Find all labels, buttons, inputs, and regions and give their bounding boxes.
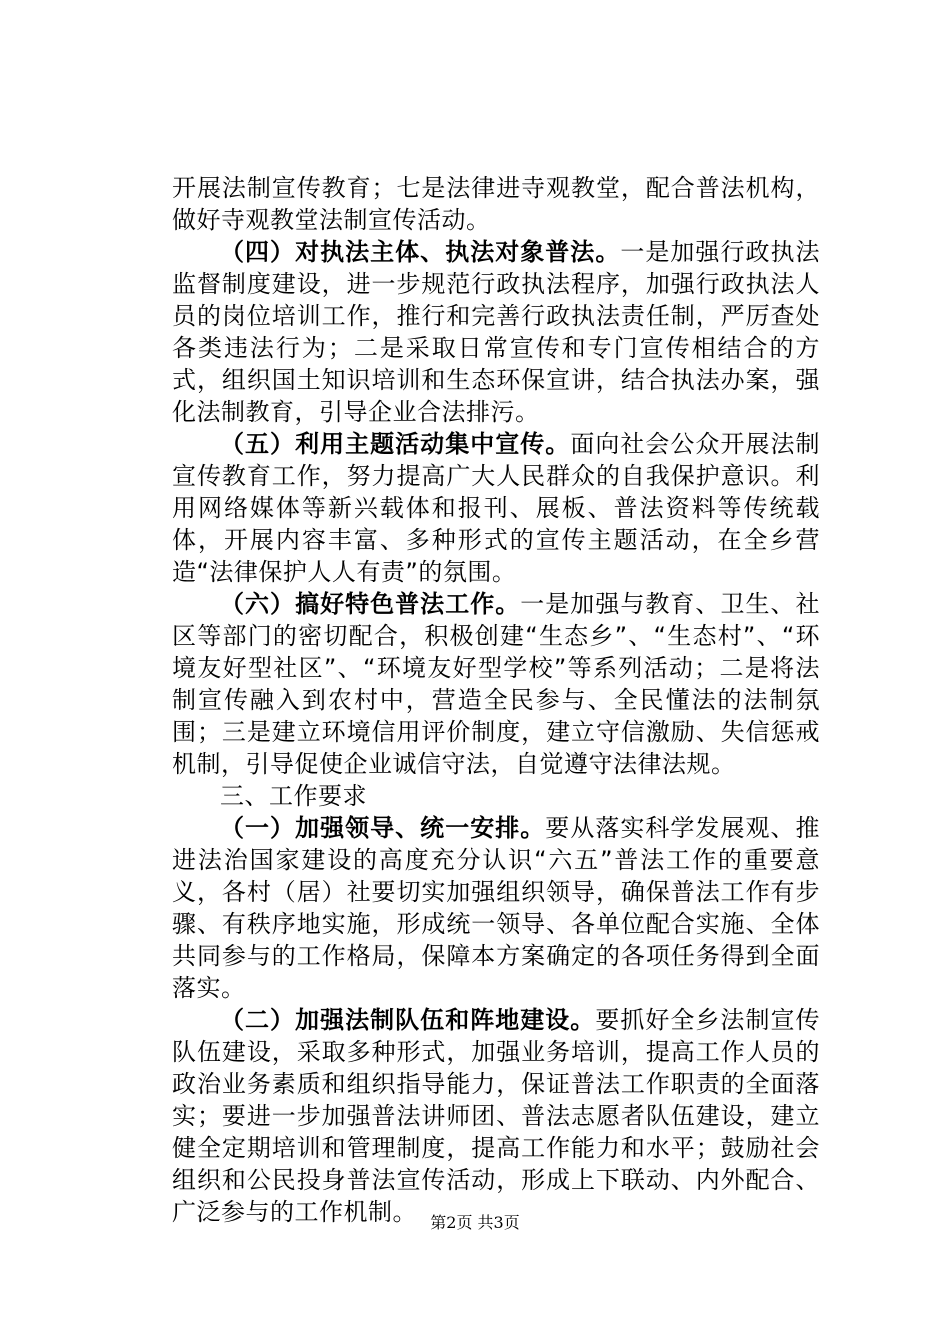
page-number-label: 第2页 共3页: [430, 1213, 520, 1232]
paragraph-text: 一是加强行政执法监督制度建设，进一步规范行政执法程序，加强行政执法人员的岗位培训工作，推行和完善行政执法责任制，严厉查处各类违法行为；二是采取日常宣传和专门宣传相结合的方式，组织国土知识培训和生态环保宣讲，结合执法办案，强化法制教育，引导企业合法排污。: [172, 238, 821, 426]
paragraph-section-5: [172, 428, 820, 588]
paragraph-section-6: [172, 588, 820, 780]
section-heading: （四）对执法主体、执法对象普法。: [220, 238, 621, 266]
paragraph-text: 一是加强与教育、卫生、社区等部门的密切配合，积极创建“生态乡”、“生态村”、“环境友好型社区”、“环境友好型学校”等系列活动；二是将法制宣传融入到农村中，营造全民参与、全民懂法的法制氛围；三是建立环境信用评价制度，建立守信激励、失信惩戒机制，引导促使企业诚信守法，自觉遵守法律法规。: [172, 590, 821, 778]
paragraph-text: 要抓好全乡法制宣传队伍建设，采取多种形式，加强业务培训，提高工作人员的政治业务素质和组织指导能力，保证普法工作职责的全面落实；要进一步加强普法讲师团、普法志愿者队伍建设，建立健全定期培训和管理制度，提高工作能力和水平；鼓励社会组织和公民投身普法宣传活动，形成上下联动、内外配合、广泛参与的工作机制。: [172, 1006, 821, 1226]
section-heading: （一）加强领导、统一安排。: [220, 814, 546, 842]
chapter-heading-text: 三、工作要求: [220, 782, 367, 810]
paragraph-requirement-1: [172, 812, 820, 1004]
paragraph-continuation: [172, 172, 820, 236]
paragraph-text: 要从落实科学发展观、推进法治国家建设的高度充分认识“六五”普法工作的重要意义，各村（居）社要切实加强组织领导，确保普法工作有步骤、有秩序地实施，形成统一领导、各单位配合实施、全体共同参与的工作格局，保障本方案确定的各项任务得到全面落实。: [172, 814, 821, 1002]
paragraph-text: 面向社会公众开展法制宣传教育工作，努力提高广大人民群众的自我保护意识。利用网络媒体等新兴载体和报刊、展板、普法资料等传统载体，开展内容丰富、多种形式的宣传主题活动，在全乡营造“法律保护人人有责”的氛围。: [172, 430, 821, 586]
paragraph-requirement-2: [172, 1004, 820, 1228]
chapter-heading-work-requirements: [172, 780, 820, 812]
paragraph-section-4: [172, 236, 820, 428]
section-heading: （二）加强法制队伍和阵地建设。: [220, 1006, 596, 1034]
paragraph-text: 开展法制宣传教育；七是法律进寺观教堂，配合普法机构，做好寺观教堂法制宣传活动。: [172, 174, 820, 234]
page-footer: [0, 1213, 950, 1233]
document-body: [172, 172, 820, 1228]
section-heading: （六）搞好特色普法工作。: [220, 590, 521, 618]
section-heading: （五）利用主题活动集中宣传。: [220, 430, 571, 458]
